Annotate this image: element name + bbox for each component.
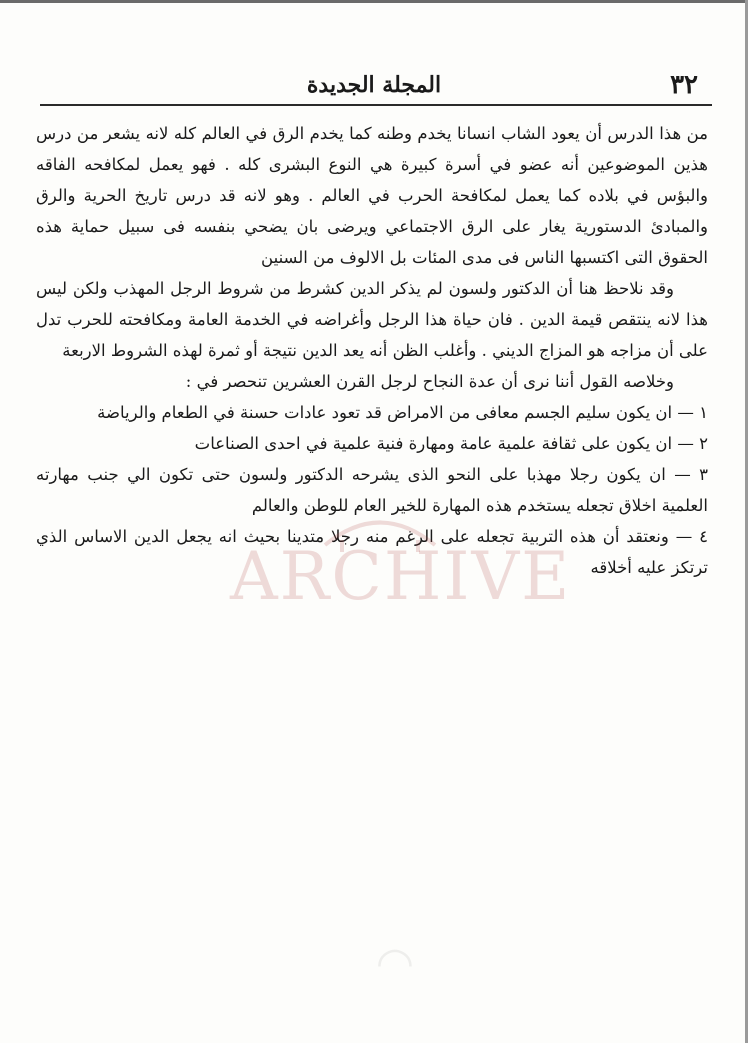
header-rule xyxy=(40,104,712,106)
archive-watermark-faint xyxy=(330,928,460,998)
article-body xyxy=(36,118,708,583)
paragraph-2: وقد نلاحظ هنا أن الدكتور ولسون لم يذكر الدين كشرط من شروط الرجل المهذب ولكن ليس هذا لانه ينتقص قيمة الدين . فان حياة هذا الرجل وأغراضه في الخدمة العامة ومكافحته للحرب تدل على أن مزاجه هو المزاج الديني . وأغلب الظن أنه يعد الدين نتيجة أو ثمرة لهذه الشروط الاربعة xyxy=(36,279,708,360)
paragraph-3: وخلاصه القول أننا نرى أن عدة النجاح لرجل القرن العشرين تنحصر في : xyxy=(185,372,674,391)
list-item-4: ٤ — ونعتقد أن هذه التربية تجعله على الرغم منه رجلا متدينا بحيث انه يجعل الدين الاساس الذي ترتكز عليه أخلاقه xyxy=(36,527,708,577)
page-header xyxy=(40,60,708,110)
list-item-1: ١ — ان يكون سليم الجسم معافى من الامراض قد تعود عادات حسنة في الطعام والرياضة xyxy=(97,403,708,422)
list-item-2: ٢ — ان يكون على ثقافة علمية عامة ومهارة فنية علمية في احدى الصناعات xyxy=(194,434,708,453)
watermark-text: ARCHIVE xyxy=(230,538,572,615)
paragraph-1: من هذا الدرس أن يعود الشاب انسانا يخدم وطنه كما يخدم الرق في العالم كله لانه يشعر من درس هذين الموضوعين أنه عضو في أسرة كبيرة هي النوع البشرى كله . فهو يعمل لمكافحه الفاقه والبؤس في بلاده كما يعمل لمكافحة الحرب في العالم . وهو لانه قد درس تاريخ الحرية والرق والمبادئ الدستورية يغار على الرق الاجتماعي ويرضى بان يضحي بنفسه فى سبيل حماية هذه الحقوق التى اكتسبها الناس فى مدى المئات بل الالوف من السنين xyxy=(36,124,708,267)
page-number: ٣٢ xyxy=(670,70,698,100)
scan-edge-top xyxy=(0,0,748,3)
running-title: المجلة الجديدة xyxy=(306,72,442,98)
list-item-3: ٣ — ان يكون رجلا مهذبا على النحو الذى يشرحه الدكتور ولسون حتى تكون الي جنب مهارته العلمية اخلاق تجعله يستخدم هذه المهارة للخير العام للوطن والعالم xyxy=(36,465,708,515)
watermark-faint-text: ◠ xyxy=(375,938,415,989)
